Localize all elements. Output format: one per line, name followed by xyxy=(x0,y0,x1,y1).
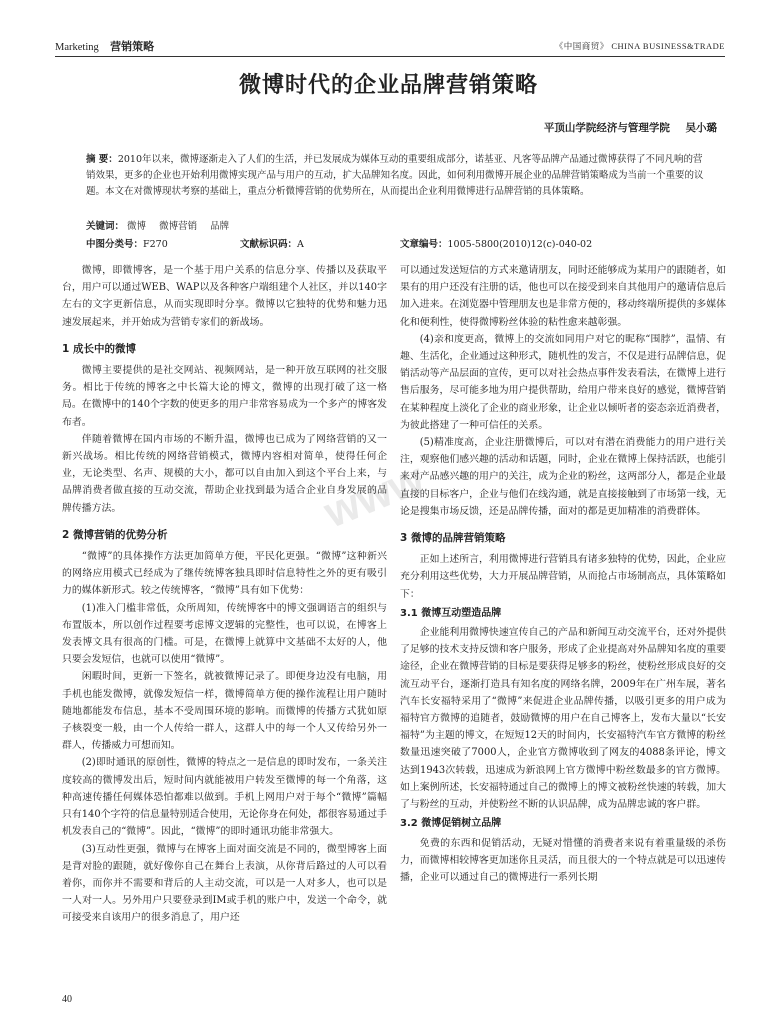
clc-label: 中图分类号： xyxy=(86,239,144,250)
section-heading: 1 成长中的微博 xyxy=(62,342,136,355)
keyword-item: 微博营销 xyxy=(159,221,198,232)
clc-value: F270 xyxy=(143,239,168,250)
paragraph: 免费的东西和促销活动，无疑对惜懂的消费者来说有着重量级的杀伤力，而微博相较博客更加迷你且灵活，而且很大的一个特点就是可以迅速传播，企业可以通过自己的微博进行一系列长期 xyxy=(400,837,726,883)
subsection-heading: 3.2 微博促销树立品牌 xyxy=(400,818,502,830)
keywords-label: 关键词： xyxy=(86,221,125,232)
doc-value: A xyxy=(297,239,304,250)
paragraph: (4)亲和度更高，微博上的交流如同用户对它的昵称“围脖”，温情、有趣、生活化，企业通过这种形式，随机性的发言，不仅是进行品牌信息，促销活动等产品层面的宣传，更可以对社会热点事件发表看法，在微博上进行售后服务，尽可能多地为用户提供帮助，给用户带来良好的感觉，微博营销在某种程度上淡化了企业的商业形象，让企业以倾听者的姿态亲近消费者，为彼此搭建了一种可信任的关系。 xyxy=(400,333,726,431)
paragraph: 可以通过发送短信的方式来邀请朋友，同时还能够成为某用户的跟随者，如果有的用户还没有注册的话，他也可以在接受到来自其他用户的邀请信息后加入进来。在浏览器中管理朋友也是非常方便的，移动终端所提供的多媒体化和便利性，使得微博粉丝体验的粘性愈来越彰强。 xyxy=(400,265,726,328)
keywords xyxy=(86,218,239,232)
left-column xyxy=(62,262,387,927)
section-heading: 2 微博营销的优势分析 xyxy=(62,528,168,541)
abstract-text: 2010年以来，微博逐渐走入了人们的生活，并已发展成为媒体互动的重要组成部分，诺基亚、凡客等品牌产品通过微博获得了不同凡响的营销效果，更多的企业也开始利用微博实现产品与用户的互动，扩大品牌知名度。因此，如何利用微博开展企业的品牌营销策略成为当前一个重要的议题。本文在对微博现状考察的基础上，重点分析微博营销的优势所在，从而提出企业利用微博进行品牌营销的具体策略。 xyxy=(86,154,704,197)
paragraph: (3)互动性更强，微博与在博客上面对面交流是不同的，微型博客上面是背对脸的跟随，就好像你自己在舞台上表演，从你背后路过的人可以看着你，而你并不需要和背后的人主动交流，可以是一人对多人，也可以是一人对一人。另外用户只要登录到IM或手机的账户中，发送一个命令，就可接受来自该用户的很多消息了，用户还 xyxy=(62,843,387,924)
header-section-zh: 营销策略 xyxy=(110,40,155,53)
document-code xyxy=(240,236,304,250)
paragraph: 微博主要提供的是社交网站、视频网站，是一种开放互联网的社交服务。相比于传统的博客之中长篇大论的博文，微博的出现打破了这一格局。在微博中的140个字数的使更多的用户非常容易成为一个多产的博客发布者。 xyxy=(62,365,387,428)
subsection-heading: 3.1 微博互动塑造品牌 xyxy=(400,607,502,619)
abstract-label: 摘 要： xyxy=(86,154,118,165)
section-heading: 3 微博的品牌营销策略 xyxy=(400,532,506,545)
running-header xyxy=(55,38,725,58)
art-label: 文章编号： xyxy=(400,239,448,250)
paragraph: (5)精准度高，企业注册微博后，可以对有潜在消费能力的用户进行关注，观察他们感兴趣的活动和话题，同时，企业在微博上保持活跃，也能引来对产品感兴趣的用户的关注，成为企业的粉丝，这两部分人，都是企业最直接的目标客户，企业与他们在线沟通，就是直接接触到了市场第一线，无论是搜集市场反馈，还是品牌传播，面对的都是更加精准的消费群体。 xyxy=(400,437,726,517)
keyword-item: 品牌 xyxy=(210,221,230,232)
author-line xyxy=(544,120,717,135)
watermark: www xyxy=(317,453,431,538)
paragraph: 企业能利用微博快速宣传自己的产品和新闻互动交流平台，还对外提供了足够的技术支持反馈和客户服务，形成了企业提高对外品牌知名度的重要途径，企业在微博营销的目标是要获得足够多的粉丝，使粉丝形成良好的交流互动平台，逐渐打造具有知名度的网络名牌，2009年在广州车展，著名汽车长安福特采用了“微博”来促进企业品牌传播，以吸引更多的用户成为福特官方微博的追随者，鼓励微博的用户在自己博客上，发布大量以“长安福特”为主题的博文，在短短12天的时间内，长安福特汽车官方微博的粉丝数量迅速突破了7000人，企业官方微博收到了网友的4088条评论，博文达到1943次转载，迅速成为新浪网上官方微博中粉丝数最多的官方微博。如上案例所述，长安福特通过自己的微博上的博文被粉丝快速的转载，加大了与粉丝的互动，并使粉丝不断的认识品牌，成为品牌忠诚的客户群。 xyxy=(400,627,726,811)
article-title: 微博时代的企业品牌营销策略 xyxy=(238,73,538,98)
paragraph: 伴随着微博在国内市场的不断升温，微博也已成为了网络营销的又一新兴战场。相比传统的网络营销模式，微博内容相对简单，使得任何企业，无论类型、名声、规模的大小，都可以自由加入到这个平台上来，与品牌消费者做直接的互动交流，帮助企业找到最为适合企业自身发展的品牌传播方法。 xyxy=(62,433,387,514)
header-section xyxy=(55,38,154,54)
paragraph: 微博，即微博客，是一个基于用户关系的信息分享、传播以及获取平台，用户可以通过WEB、WAP以及各种客户端组建个人社区，并以140字左右的文字更新信息，从而实现即时分享。微博以它独特的优势和魅力迅速发展起来，并开始成为营销专家们的新战场。 xyxy=(62,265,387,328)
keyword-item: 微博 xyxy=(127,221,147,232)
paragraph: 闲暇时间，更新一下签名，就被微博记录了。即便身边没有电脑，用手机也能发微博，就像发短信一样，微博简单方便的操作流程让用户随时随地都能发布信息，基本不受周围环境的影响。而微博的传播方式犹如原子核裂变一般，由一个人传给一群人，这群人中的每一个人又传给另外一群人，传播威力可想而知。 xyxy=(62,671,387,752)
article-number xyxy=(400,236,592,250)
paragraph: (1)准入门槛非常低，众所周知，传统博客中的博文强调语言的组织与布置版本，所以创作过程要考虑博文逻辑的完整性，也可以说，在博客上发表博文具有很高的门槛。可是，在微博上就算中文基础不太好的人，他只要会发短信，也就可以使用“微博”。 xyxy=(62,602,387,666)
paragraph: 正如上述所言，利用微博进行营销具有诸多独特的优势，因此，企业应充分利用这些优势，大力开展品牌营销，从而抢占市场制高点，具体策略如下： xyxy=(400,554,726,600)
right-column xyxy=(400,262,726,886)
header-journal: 《中国商贸》 CHINA BUSINESS&TRADE xyxy=(554,41,725,51)
header-rule xyxy=(55,56,725,57)
page-number: 40 xyxy=(62,994,72,1005)
paragraph: (2)即时通讯的原创性，微博的特点之一是信息的即时发布，一条关注度较高的微博发出后，短时间内就能被用户转发至微博的每一个角落，这种高速传播任何媒体恐怕都难以做到。手机上网用户对于每个“微博”篇幅只有140个字符的信息量特别适合使用，无论你身在何处，都很容易通过手机发表自己的“微博”。因此，“微博”的即时通讯功能非常强大。 xyxy=(62,757,387,838)
doc-label: 文献标识码： xyxy=(240,239,298,250)
abstract xyxy=(86,152,707,200)
clc-number xyxy=(86,236,168,250)
author-affiliation: 平顶山学院经济与管理学院 xyxy=(543,122,670,134)
art-value: 1005-5800(2010)12(c)-040-02 xyxy=(447,239,593,250)
header-section-en: Marketing xyxy=(55,42,99,53)
author-name: 吴小璐 xyxy=(685,122,717,134)
paragraph: “微博”的具体操作方法更加简单方便，平民化更强。“微博”这种新兴的网络应用模式已经成为了继传统博客独具即时信息特性之外的更有吸引力的媒体新形式。较之传统博客，“微博”具有如下优势： xyxy=(62,551,387,597)
